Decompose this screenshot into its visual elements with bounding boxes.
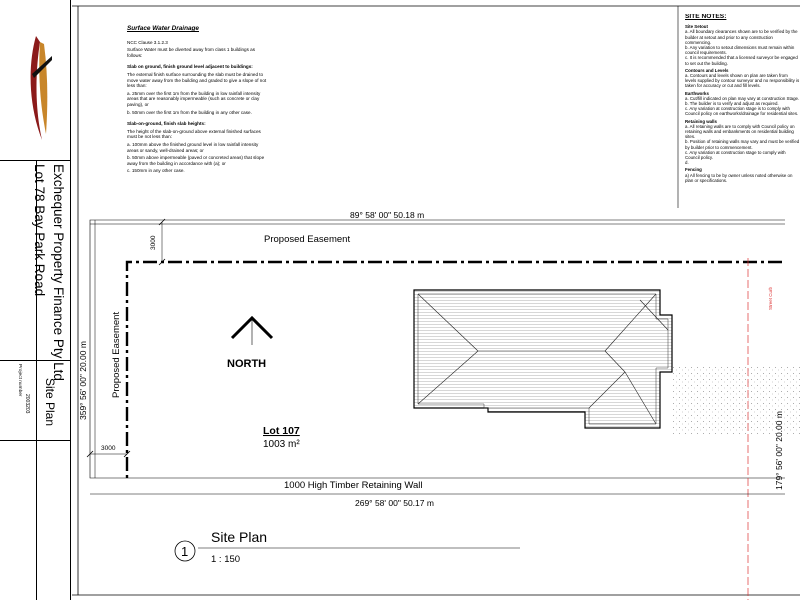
site-notes-heading: Fencing — [685, 167, 702, 173]
slab-item: b. 50mm over the first 1m from the building in any other case. — [127, 109, 252, 115]
top-boundary-label: 89° 58' 00" 50.18 m — [350, 210, 425, 220]
site-notes-item: a) All fencing to be by owner unless noted otherwise on plan or specifications. — [685, 172, 793, 183]
site-notes-heading: Earthworks — [685, 90, 709, 96]
offset-top-label: 3000 — [150, 235, 157, 250]
drainage-intro: Surface Water must be diverted away from class 1 buildings as follows: — [127, 47, 255, 58]
house-roof — [414, 290, 672, 428]
site-notes-item: d. — [685, 160, 689, 166]
heights-text: The height of the slab-on-ground above external finished surfaces must be not less than: — [127, 128, 261, 140]
retaining-wall-label: 1000 High Timber Retaining Wall — [284, 480, 423, 491]
site-notes-item: c. Any variation at construction stage to comply with Council policy. — [685, 149, 786, 161]
lot-name: Lot 107 — [263, 425, 300, 437]
bottom-boundary-label: 269° 58' 00" 50.17 m — [355, 498, 434, 508]
left-boundary-label: 359° 56' 00" 20.00 m — [78, 341, 88, 420]
site-notes-item: a. Contours and levels shown on plan are taken from levels supplied by contour surveyor and no responsibility is taken for accuracy or cut and fill levels. — [685, 73, 800, 89]
heights-heading: Slab-on-ground, finish slab heights: — [127, 121, 206, 127]
easement-top-label: Proposed Easement — [264, 234, 351, 245]
heights-item: a. 100mm above the finished ground level in low rainfall intensity areas or sandy, well-drained areas; or — [127, 141, 259, 153]
heights-item: b. 50mm above impermeable (paved or concreted areas) that slope away from the building in accordance with (a); or — [127, 155, 265, 166]
company-name: Exchequer Property Finance Pty Ltd — [51, 164, 66, 381]
site-notes-item: a. Cut/fill indicated on plan may vary at construction Stage. — [685, 95, 800, 101]
project-number: 2003203 — [24, 394, 30, 414]
site-notes-item: a. All retaining walls are to comply with Council policy on retaining walls and embankments on residential building sites. — [685, 123, 795, 140]
street-curb-label: Street Curb — [768, 286, 773, 310]
site-notes-item: c. Any variation at construction stage is to comply with Council policy on earthworks/drainage for residential sites. — [685, 106, 799, 117]
site-notes-heading: Contours and Levels — [685, 67, 729, 73]
lot-area: 1003 m² — [263, 439, 300, 450]
view-title: Site Plan — [211, 529, 268, 545]
slab-text: The external finish surface surrounding the slab must be drained to move water away from the building and graded to give a slope of not less than: — [127, 71, 267, 89]
site-notes-title: SITE NOTES: — [685, 14, 727, 20]
site-notes-item: b. Any variation to setout dimensions must remain within council requirements. — [685, 45, 795, 56]
slab-heading: Slab on ground, finish ground level adjacent to buildings: — [127, 64, 253, 70]
site-notes-item: b. Position of retaining walls may vary and must be verified by builder prior to commencement. — [685, 139, 800, 150]
easement-left-label: Proposed Easement — [111, 311, 122, 398]
north-arrow-icon — [232, 318, 272, 345]
right-boundary-label: 179° 56' 00" 20.00 m — [774, 411, 784, 490]
sheet-title: Site Plan — [43, 378, 57, 427]
heights-item: c. 150mm in any other case. — [127, 168, 185, 174]
site-notes-item: a. All boundary clearances shown are to be verified by the builder at setout and prior to any construction commencing. — [685, 29, 798, 45]
site-notes-heading: Site Setout — [685, 24, 708, 30]
slab-item: a. 25mm over the first 1m from the building in low rainfall intensity areas that are reasonably impermeable (such as concrete or clay paving), or — [127, 90, 261, 107]
site-notes-item: c. It is recommended that a licensed surveyor be engaged to set out the building. — [685, 55, 798, 66]
view-number: 1 — [181, 544, 189, 559]
project-address: Lot 78 Bay Park Road — [32, 164, 47, 297]
site-notes-heading: Retaining walls — [685, 118, 717, 124]
project-number-label: Project number — [17, 364, 22, 397]
drainage-notes-title: Surface Water Drainage — [127, 25, 199, 32]
site-notes-item: b. The builder is to verify and adjust as required. — [685, 101, 779, 107]
view-scale: 1 : 150 — [211, 554, 241, 565]
offset-left-label: 3000 — [101, 445, 116, 452]
drainage-clause: NCC Clause 3.1.2.3 — [127, 39, 168, 45]
north-label: NORTH — [227, 358, 267, 370]
